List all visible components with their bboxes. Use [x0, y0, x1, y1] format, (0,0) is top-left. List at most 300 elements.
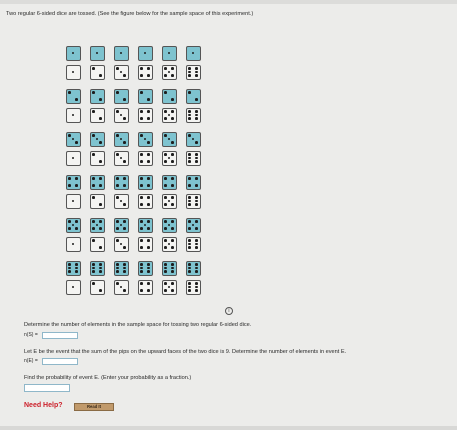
pip — [195, 71, 198, 74]
pip — [147, 184, 150, 187]
pip — [68, 227, 71, 230]
first-die-2-2 — [90, 89, 105, 104]
pip — [195, 184, 198, 187]
first-die-5-5 — [162, 218, 177, 233]
probability-answer-input[interactable] — [24, 384, 70, 392]
pip — [123, 203, 126, 206]
pip — [140, 289, 143, 292]
pip — [123, 227, 126, 230]
pip — [147, 98, 150, 101]
first-die-2-1 — [66, 89, 81, 104]
pip — [195, 243, 198, 246]
second-die-5-5 — [162, 237, 177, 252]
pip — [72, 157, 75, 160]
pip — [140, 220, 143, 223]
pip — [171, 267, 174, 270]
pip — [188, 114, 191, 117]
pip — [168, 52, 171, 55]
pip — [147, 117, 150, 120]
pip — [195, 270, 198, 273]
pip — [188, 117, 191, 120]
pip — [99, 203, 102, 206]
pip — [195, 177, 198, 180]
pip — [195, 267, 198, 270]
pip — [92, 67, 95, 70]
pip — [171, 227, 174, 230]
pip — [171, 289, 174, 292]
first-die-2-6 — [186, 89, 201, 104]
pip — [123, 246, 126, 249]
pip — [123, 160, 126, 163]
second-die-1-3 — [114, 65, 129, 80]
pip — [164, 263, 167, 266]
pip — [164, 270, 167, 273]
pip — [116, 153, 119, 156]
pip — [75, 263, 78, 266]
pip — [120, 224, 123, 227]
pip — [164, 196, 167, 199]
pip — [147, 270, 150, 273]
pip — [92, 110, 95, 113]
pip — [144, 138, 147, 141]
second-die-4-5 — [162, 194, 177, 209]
pip — [99, 227, 102, 230]
pip — [188, 286, 191, 289]
pip — [99, 117, 102, 120]
first-die-6-2 — [90, 261, 105, 276]
second-die-1-1 — [66, 65, 81, 80]
first-die-3-6 — [186, 132, 201, 147]
pip — [168, 224, 171, 227]
pip — [140, 91, 143, 94]
pip — [140, 67, 143, 70]
first-die-3-4 — [138, 132, 153, 147]
pip — [99, 98, 102, 101]
pip — [92, 196, 95, 199]
pip — [171, 184, 174, 187]
first-die-5-2 — [90, 218, 105, 233]
second-die-2-3 — [114, 108, 129, 123]
pip — [195, 157, 198, 160]
second-die-6-6 — [186, 280, 201, 295]
pip — [72, 224, 75, 227]
pip — [120, 71, 123, 74]
pip — [188, 157, 191, 160]
first-die-6-6 — [186, 261, 201, 276]
first-die-6-5 — [162, 261, 177, 276]
second-die-2-1 — [66, 108, 81, 123]
pip — [147, 239, 150, 242]
pip — [140, 110, 143, 113]
first-die-5-6 — [186, 218, 201, 233]
first-die-1-3 — [114, 46, 129, 61]
pip — [171, 160, 174, 163]
pip — [123, 74, 126, 77]
pip — [171, 177, 174, 180]
pip — [195, 227, 198, 230]
pip — [147, 67, 150, 70]
pip — [147, 74, 150, 77]
pip — [120, 286, 123, 289]
n-e-answer-input[interactable] — [42, 358, 78, 365]
pip — [188, 71, 191, 74]
pip — [68, 263, 71, 266]
second-die-1-6 — [186, 65, 201, 80]
read-it-button[interactable]: Read It — [74, 403, 114, 411]
pip — [188, 263, 191, 266]
pip — [140, 203, 143, 206]
pip — [195, 110, 198, 113]
pip — [75, 220, 78, 223]
pip — [96, 52, 99, 55]
pip — [188, 200, 191, 203]
pip — [188, 270, 191, 273]
pip — [116, 134, 119, 137]
pip — [99, 184, 102, 187]
pip — [164, 289, 167, 292]
pip — [164, 160, 167, 163]
top-bar — [0, 0, 457, 4]
second-die-5-3 — [114, 237, 129, 252]
pip — [188, 153, 191, 156]
pip — [195, 117, 198, 120]
pip — [72, 243, 75, 246]
pip — [99, 263, 102, 266]
second-die-3-6 — [186, 151, 201, 166]
pip — [123, 184, 126, 187]
pip — [188, 227, 191, 230]
pip — [140, 74, 143, 77]
pip — [144, 52, 147, 55]
pip — [195, 239, 198, 242]
pip — [164, 153, 167, 156]
bottom-bar — [0, 426, 457, 430]
second-die-3-2 — [90, 151, 105, 166]
pip — [116, 91, 119, 94]
pip — [140, 263, 143, 266]
pip — [120, 114, 123, 117]
second-die-1-4 — [138, 65, 153, 80]
pip — [147, 177, 150, 180]
first-die-3-5 — [162, 132, 177, 147]
pip — [188, 289, 191, 292]
pip — [68, 177, 71, 180]
pip — [192, 224, 195, 227]
pip — [75, 141, 78, 144]
need-help-label: Need Help? — [24, 402, 63, 409]
pip — [92, 177, 95, 180]
second-die-2-6 — [186, 108, 201, 123]
pip — [164, 203, 167, 206]
second-die-6-3 — [114, 280, 129, 295]
second-die-5-2 — [90, 237, 105, 252]
pip — [140, 134, 143, 137]
pip — [116, 282, 119, 285]
second-die-5-1 — [66, 237, 81, 252]
dice-sample-space-grid — [66, 46, 211, 301]
pip — [120, 52, 123, 55]
first-die-1-4 — [138, 46, 153, 61]
first-die-6-4 — [138, 261, 153, 276]
pip — [171, 270, 174, 273]
pip — [116, 67, 119, 70]
pip — [140, 267, 143, 270]
pip — [147, 227, 150, 230]
pip — [120, 157, 123, 160]
pip — [168, 138, 171, 141]
pip — [147, 246, 150, 249]
pip — [116, 270, 119, 273]
pip — [192, 52, 195, 55]
second-die-4-2 — [90, 194, 105, 209]
pip — [68, 220, 71, 223]
pip — [140, 117, 143, 120]
pip — [164, 117, 167, 120]
second-die-3-5 — [162, 151, 177, 166]
pip — [188, 243, 191, 246]
pip — [72, 114, 75, 117]
pip — [116, 239, 119, 242]
pip — [68, 270, 71, 273]
pip — [195, 263, 198, 266]
pip — [140, 184, 143, 187]
first-die-3-3 — [114, 132, 129, 147]
pip — [164, 267, 167, 270]
pip — [195, 289, 198, 292]
first-die-4-3 — [114, 175, 129, 190]
pip — [164, 134, 167, 137]
pip — [171, 74, 174, 77]
pip — [99, 246, 102, 249]
first-die-4-4 — [138, 175, 153, 190]
pip — [171, 98, 174, 101]
pip — [123, 98, 126, 101]
first-die-6-1 — [66, 261, 81, 276]
pip — [92, 184, 95, 187]
pip — [188, 246, 191, 249]
second-die-5-6 — [186, 237, 201, 252]
first-die-1-5 — [162, 46, 177, 61]
pip — [92, 227, 95, 230]
second-die-2-2 — [90, 108, 105, 123]
first-die-2-3 — [114, 89, 129, 104]
first-die-3-2 — [90, 132, 105, 147]
pip — [171, 263, 174, 266]
pip — [123, 177, 126, 180]
pip — [164, 177, 167, 180]
pip — [72, 52, 75, 55]
pip — [168, 286, 171, 289]
second-die-3-3 — [114, 151, 129, 166]
pip — [75, 98, 78, 101]
q1-prompt: Determine the number of elements in the sample space for tossing two regular 6-sided dice. — [24, 322, 252, 328]
pip — [144, 224, 147, 227]
pip — [116, 220, 119, 223]
pip — [195, 160, 198, 163]
pip — [92, 267, 95, 270]
n-s-answer-input[interactable] — [42, 332, 78, 339]
pip — [195, 282, 198, 285]
pip — [92, 239, 95, 242]
pip — [171, 282, 174, 285]
second-die-6-2 — [90, 280, 105, 295]
pip — [75, 270, 78, 273]
second-die-6-5 — [162, 280, 177, 295]
second-die-6-1 — [66, 280, 81, 295]
first-die-3-1 — [66, 132, 81, 147]
pip — [188, 196, 191, 199]
pip — [192, 138, 195, 141]
pip — [116, 263, 119, 266]
pip — [195, 98, 198, 101]
first-die-4-1 — [66, 175, 81, 190]
pip — [147, 263, 150, 266]
pip — [75, 184, 78, 187]
pip — [99, 267, 102, 270]
q1-label: n(S) = — [24, 332, 38, 338]
pip — [171, 220, 174, 223]
pip — [140, 160, 143, 163]
pip — [195, 141, 198, 144]
pip — [171, 239, 174, 242]
pip — [147, 289, 150, 292]
pip — [140, 270, 143, 273]
pip — [195, 203, 198, 206]
pip — [123, 220, 126, 223]
pip — [116, 196, 119, 199]
problem-statement: Two regular 6-sided dice are tossed. (See the figure below for the sample space of this experiment.) — [6, 11, 254, 17]
pip — [140, 227, 143, 230]
pip — [92, 91, 95, 94]
pip — [147, 110, 150, 113]
pip — [140, 153, 143, 156]
pip — [123, 270, 126, 273]
second-die-4-4 — [138, 194, 153, 209]
first-die-4-2 — [90, 175, 105, 190]
pip — [171, 141, 174, 144]
pip — [99, 177, 102, 180]
pip — [92, 263, 95, 266]
pip — [99, 141, 102, 144]
second-die-4-3 — [114, 194, 129, 209]
pip — [120, 138, 123, 141]
first-die-5-4 — [138, 218, 153, 233]
first-die-2-5 — [162, 89, 177, 104]
pip — [147, 282, 150, 285]
pip — [195, 153, 198, 156]
q3-prompt: Find the probability of event E. (Enter your probability as a fraction.) — [24, 375, 192, 381]
pip — [99, 160, 102, 163]
pip — [171, 110, 174, 113]
pip — [72, 200, 75, 203]
second-die-2-5 — [162, 108, 177, 123]
pip — [96, 138, 99, 141]
pip — [188, 91, 191, 94]
pip — [195, 220, 198, 223]
pip — [168, 200, 171, 203]
pip — [68, 184, 71, 187]
pip — [195, 246, 198, 249]
pip — [188, 134, 191, 137]
pip — [116, 184, 119, 187]
pip — [164, 227, 167, 230]
pip — [164, 91, 167, 94]
first-die-6-3 — [114, 261, 129, 276]
pip — [99, 74, 102, 77]
pip — [195, 67, 198, 70]
pip — [68, 267, 71, 270]
pip — [188, 67, 191, 70]
pip — [116, 177, 119, 180]
second-die-6-4 — [138, 280, 153, 295]
pip — [188, 239, 191, 242]
second-die-1-2 — [90, 65, 105, 80]
pip — [164, 110, 167, 113]
pip — [147, 220, 150, 223]
pip — [171, 153, 174, 156]
pip — [68, 134, 71, 137]
pip — [75, 267, 78, 270]
pip — [140, 196, 143, 199]
pip — [147, 267, 150, 270]
pip — [123, 117, 126, 120]
pip — [171, 196, 174, 199]
pip — [99, 270, 102, 273]
pip — [195, 286, 198, 289]
pip — [147, 141, 150, 144]
pip — [195, 74, 198, 77]
pip — [188, 177, 191, 180]
second-die-2-4 — [138, 108, 153, 123]
first-die-4-6 — [186, 175, 201, 190]
pip — [72, 286, 75, 289]
pip — [75, 227, 78, 230]
pip — [120, 243, 123, 246]
pip — [195, 196, 198, 199]
first-die-5-1 — [66, 218, 81, 233]
pip — [188, 267, 191, 270]
pip — [72, 138, 75, 141]
pip — [123, 263, 126, 266]
pip — [188, 220, 191, 223]
second-die-3-4 — [138, 151, 153, 166]
first-die-2-4 — [138, 89, 153, 104]
pip — [147, 203, 150, 206]
pip — [140, 177, 143, 180]
pip — [188, 160, 191, 163]
pip — [116, 110, 119, 113]
pip — [164, 246, 167, 249]
pip — [120, 200, 123, 203]
first-die-1-2 — [90, 46, 105, 61]
pip — [188, 203, 191, 206]
pip — [123, 141, 126, 144]
first-die-4-5 — [162, 175, 177, 190]
pip — [168, 71, 171, 74]
first-die-1-6 — [186, 46, 201, 61]
pip — [68, 91, 71, 94]
pip — [195, 114, 198, 117]
pip — [92, 282, 95, 285]
second-die-4-6 — [186, 194, 201, 209]
pip — [75, 177, 78, 180]
pip — [171, 246, 174, 249]
pip — [171, 67, 174, 70]
pip — [92, 153, 95, 156]
pip — [96, 224, 99, 227]
info-icon[interactable]: i — [225, 307, 233, 315]
pip — [168, 243, 171, 246]
